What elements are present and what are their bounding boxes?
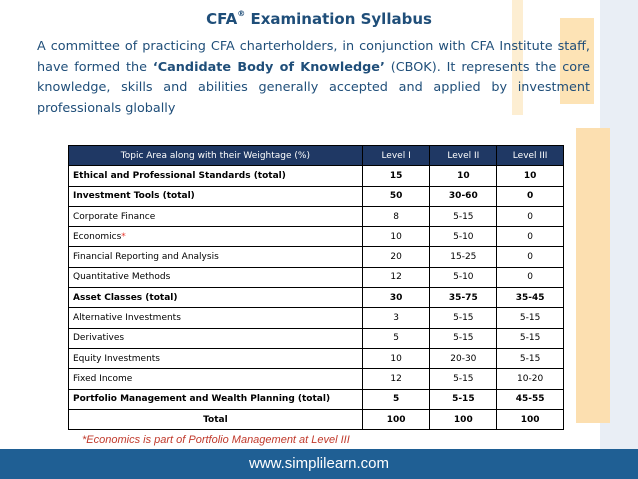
total-level-2-value: 100	[430, 409, 497, 429]
row-level-2-value: 15-25	[430, 247, 497, 267]
row-topic-label: Derivatives	[73, 333, 125, 344]
page-title	[0, 10, 638, 28]
intro-paragraph	[37, 37, 590, 119]
row-topic-label: Ethical and Professional Standards (total)	[73, 170, 286, 181]
table-row	[69, 227, 564, 247]
total-level-3-value: 100	[497, 409, 564, 429]
row-level-3-value: 10-20	[497, 369, 564, 389]
total-label: Total	[69, 409, 363, 429]
row-level-3-value: 5-15	[497, 328, 564, 348]
row-topic-label: Portfolio Management and Wealth Planning (total)	[73, 394, 331, 405]
table-row	[69, 247, 564, 267]
header-level-2: Level II	[430, 146, 497, 166]
table-body	[69, 166, 564, 430]
row-level-2-value: 20-30	[430, 348, 497, 368]
row-topic	[69, 369, 363, 389]
row-topic	[69, 247, 363, 267]
row-level-1-value: 10	[362, 227, 430, 247]
table-row	[69, 369, 564, 389]
syllabus-table	[68, 145, 564, 430]
row-topic-label: Investment Tools (total)	[73, 191, 195, 202]
row-level-2-value: 5-10	[430, 267, 497, 287]
row-topic-label: Financial Reporting and Analysis	[73, 252, 219, 263]
footer-website[interactable]: www.simplilearn.com	[248, 455, 390, 472]
table-row	[69, 186, 564, 206]
row-topic-label: Economics	[73, 231, 122, 242]
table-row	[69, 166, 564, 186]
row-level-3-value: 0	[497, 247, 564, 267]
table-row	[69, 288, 564, 308]
footnote: *Economics is part of Portfolio Management at Level III	[82, 434, 350, 446]
row-topic-label: Corporate Finance	[73, 211, 156, 222]
table-row	[69, 267, 564, 287]
title-main: CFA	[206, 10, 238, 28]
row-level-3-value: 0	[497, 186, 564, 206]
table-row	[69, 328, 564, 348]
row-topic-label: Quantitative Methods	[73, 272, 171, 283]
row-level-2-value: 5-15	[430, 369, 497, 389]
row-level-2-value: 5-15	[430, 308, 497, 328]
row-level-3-value: 0	[497, 227, 564, 247]
row-topic	[69, 308, 363, 328]
row-level-1-value: 8	[362, 206, 430, 226]
row-topic	[69, 328, 363, 348]
registered-mark: ®	[237, 9, 246, 18]
row-level-2-value: 10	[430, 166, 497, 186]
row-topic-label: Equity Investments	[73, 353, 160, 364]
row-level-3-value: 35-45	[497, 288, 564, 308]
decorative-yellow-bar-right	[576, 128, 610, 423]
row-level-1-value: 10	[362, 348, 430, 368]
row-level-2-value: 35-75	[430, 288, 497, 308]
row-level-2-value: 5-15	[430, 328, 497, 348]
table-total-row	[69, 409, 564, 429]
total-level-1-value: 100	[362, 409, 430, 429]
intro-text-2: (CBOK). It represents the core knowledge, skills and abilities generally accepted and applied by investment professionals globally	[37, 59, 590, 116]
row-topic	[69, 348, 363, 368]
row-level-2-value: 30-60	[430, 186, 497, 206]
row-topic	[69, 227, 363, 247]
row-level-1-value: 12	[362, 369, 430, 389]
row-level-1-value: 12	[362, 267, 430, 287]
row-topic	[69, 206, 363, 226]
header-level-1: Level I	[362, 146, 430, 166]
row-level-1-value: 5	[362, 328, 430, 348]
row-level-1-value: 50	[362, 186, 430, 206]
row-topic-label: Alternative Investments	[73, 313, 181, 324]
footnote-marker: *	[121, 231, 126, 242]
row-level-3-value: 0	[497, 206, 564, 226]
title-rest: Examination Syllabus	[245, 10, 432, 28]
row-level-3-value: 10	[497, 166, 564, 186]
intro-highlight: ‘Candidate Body of Knowledge’	[152, 59, 385, 75]
intro-text-1: A committee of practicing CFA charterholders, in conjunction with CFA Institute staff, have formed the	[37, 39, 590, 75]
table-row	[69, 206, 564, 226]
table-row	[69, 308, 564, 328]
row-topic	[69, 389, 363, 409]
row-level-1-value: 15	[362, 166, 430, 186]
row-level-1-value: 5	[362, 389, 430, 409]
table-row	[69, 348, 564, 368]
row-level-1-value: 30	[362, 288, 430, 308]
header-level-3: Level III	[497, 146, 564, 166]
table-header-row	[69, 146, 564, 166]
row-level-3-value: 5-15	[497, 308, 564, 328]
header-topic: Topic Area along with their Weightage (%)	[69, 146, 363, 166]
row-level-1-value: 20	[362, 247, 430, 267]
footer-bar	[0, 449, 638, 479]
row-level-3-value: 0	[497, 267, 564, 287]
row-topic-label: Fixed Income	[73, 373, 133, 384]
row-topic	[69, 166, 363, 186]
row-topic	[69, 267, 363, 287]
row-topic-label: Asset Classes (total)	[73, 292, 178, 303]
row-topic	[69, 186, 363, 206]
row-topic	[69, 288, 363, 308]
row-level-3-value: 45-55	[497, 389, 564, 409]
table-row	[69, 389, 564, 409]
row-level-3-value: 5-15	[497, 348, 564, 368]
row-level-2-value: 5-15	[430, 389, 497, 409]
row-level-2-value: 5-10	[430, 227, 497, 247]
row-level-1-value: 3	[362, 308, 430, 328]
row-level-2-value: 5-15	[430, 206, 497, 226]
